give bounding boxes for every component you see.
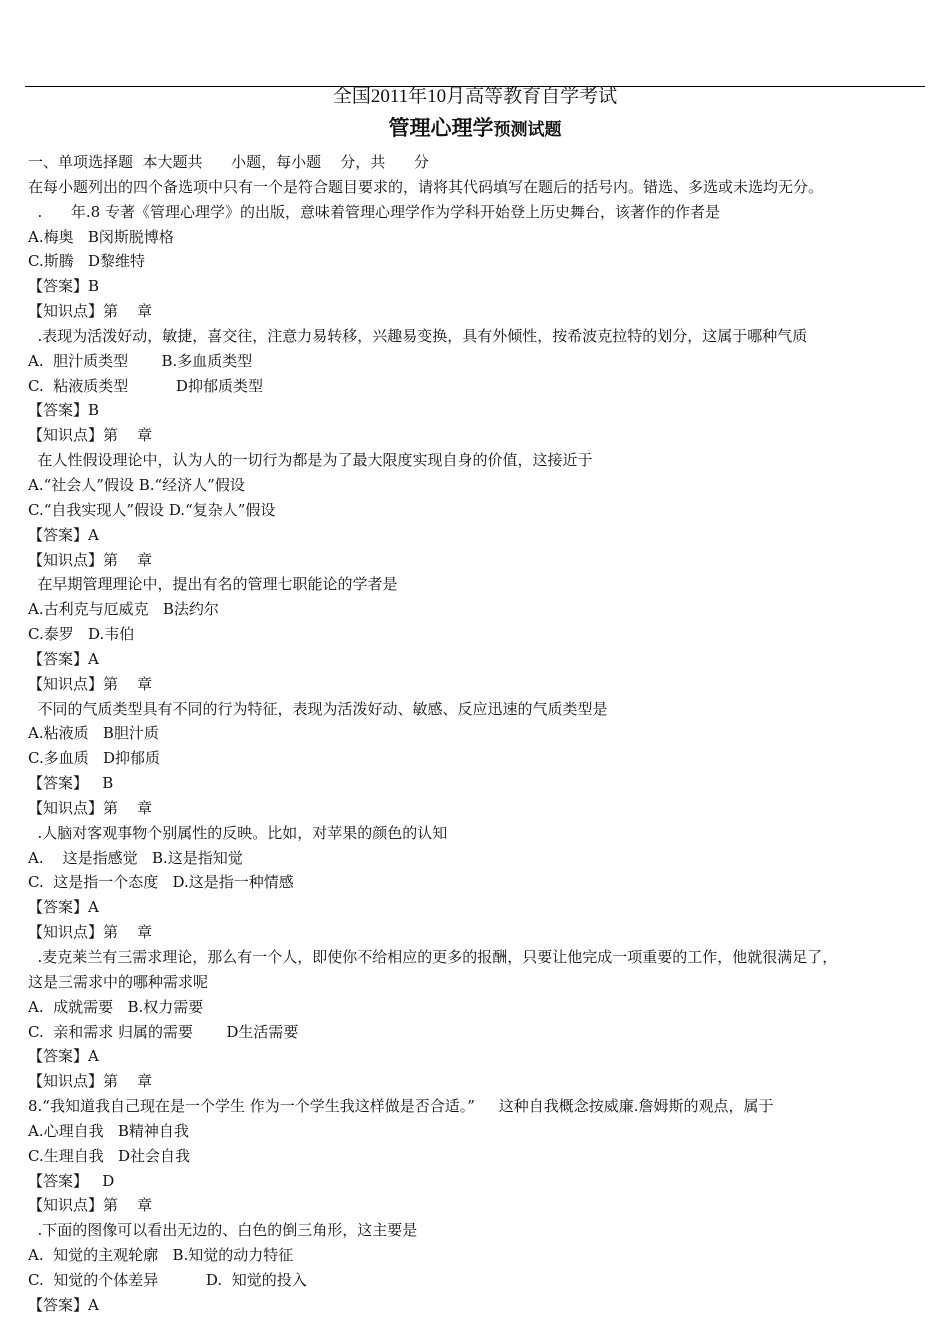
subject-title bbox=[0, 114, 950, 144]
text-line: 在早期管理理论中，提出有名的管理七职能论的学者是 bbox=[28, 575, 398, 594]
text-line: A.心理自我 B精神自我 bbox=[28, 1121, 189, 1140]
text-line: .下面的图像可以看出无边的、白色的倒三角形，这主要是 bbox=[28, 1221, 418, 1240]
text-line: 【知识点】第 章 bbox=[28, 426, 153, 445]
text-line: 在每小题列出的四个备选项中只有一个是符合题目要求的，请将其代码填写在题后的括号内。错选、多选或未选均无分。 bbox=[28, 177, 824, 196]
text-line: A.古利克与厄威克 B法约尔 bbox=[28, 600, 219, 619]
text-line: C. 知觉的个体差异 D. 知觉的投入 bbox=[28, 1270, 307, 1289]
text-line: 【知识点】第 章 bbox=[28, 798, 153, 817]
text-line: 【答案】A bbox=[28, 1295, 99, 1314]
text-line: .人脑对客观事物个别属性的反映。比如，对苹果的颜色的认知 bbox=[28, 823, 448, 842]
text-line: 这是三需求中的哪种需求呢 bbox=[28, 972, 209, 991]
subject-title-main: 管理心理学 bbox=[388, 116, 494, 140]
text-line: C. 粘液质类型 D抑郁质类型 bbox=[28, 376, 263, 395]
text-line: A.梅奥 B闵斯脱博格 bbox=[28, 227, 174, 246]
text-line: A.“社会人”假设 B.“经济人”假设 bbox=[28, 475, 245, 494]
text-line: A. 这是指感觉 B.这是指知觉 bbox=[28, 848, 243, 867]
text-line: C.多血质 D抑郁质 bbox=[28, 749, 161, 768]
text-line: 【知识点】第 章 bbox=[28, 1196, 153, 1215]
text-line: 一、单项选择题 本大题共 小题，每小题 分，共 分 bbox=[28, 153, 429, 171]
text-line: .麦克莱兰有三需求理论，那么有一个人，即使你不给相应的更多的报酬，只要让他完成一项重要的工作，他就很满足了， bbox=[28, 948, 838, 966]
text-line: C. 这是指一个态度 D.这是指一种情感 bbox=[28, 873, 294, 892]
text-line: 【知识点】第 章 bbox=[28, 550, 153, 569]
subject-title-sub: 预测试题 bbox=[493, 120, 562, 140]
text-line: 【答案】A bbox=[28, 649, 99, 668]
text-line: 【答案】B bbox=[28, 277, 100, 296]
text-line: 【答案】A bbox=[28, 898, 99, 917]
text-line: 【答案】 D bbox=[28, 1171, 115, 1190]
text-line: 【答案】A bbox=[28, 525, 99, 544]
text-line: C. 亲和需求 归属的需要 D生活需要 bbox=[28, 1022, 299, 1041]
text-line: 【答案】B bbox=[28, 401, 100, 420]
question-body bbox=[28, 150, 928, 1318]
text-line: A.粘液质 B胆汁质 bbox=[28, 724, 159, 743]
text-line: C.生理自我 D社会自我 bbox=[28, 1146, 191, 1165]
text-line: 不同的气质类型具有不同的行为特征，表现为活泼好动、敏感、反应迅速的气质类型是 bbox=[28, 699, 608, 718]
text-line: .表现为活泼好动，敏捷，喜交往，注意力易转移，兴趣易变换，具有外倾性，按希波克拉特的划分，这属于哪种气质 bbox=[28, 326, 808, 345]
text-line: 【答案】 B bbox=[28, 774, 114, 793]
text-line: 【知识点】第 章 bbox=[28, 674, 153, 693]
text-line: 【知识点】第 章 bbox=[28, 1072, 153, 1091]
text-line: 8.“我知道我自己现在是一个学生 作为一个学生我这样做是否合适。” 这种自我概念按威廉.詹姆斯的观点，属于 bbox=[28, 1097, 774, 1116]
text-line: A. 胆汁质类型 B.多血质类型 bbox=[28, 351, 253, 370]
text-line: 【答案】A bbox=[28, 1047, 99, 1066]
text-line: 【知识点】第 章 bbox=[28, 302, 153, 321]
text-line: C.泰罗 D.韦伯 bbox=[28, 625, 135, 644]
text-line: C.斯腾 D黎维特 bbox=[28, 252, 146, 271]
exam-title bbox=[0, 85, 950, 109]
text-line: 在人性假设理论中，认为人的一切行为都是为了最大限度实现自身的价值，这接近于 bbox=[28, 451, 593, 470]
exam-title-text: 全国2011年10月高等教育自学考试 bbox=[332, 86, 618, 107]
text-line: . 年.8 专著《管理心理学》的出版，意味着管理心理学作为学科开始登上历史舞台，该著作的作者是 bbox=[28, 202, 720, 221]
text-line: A. 知觉的主观轮廓 B.知觉的动力特征 bbox=[28, 1246, 294, 1265]
text-line: C.“自我实现人”假设 D.“复杂人”假设 bbox=[28, 500, 276, 519]
text-line: A. 成就需要 B.权力需要 bbox=[28, 997, 204, 1016]
text-line: 【知识点】第 章 bbox=[28, 923, 153, 942]
